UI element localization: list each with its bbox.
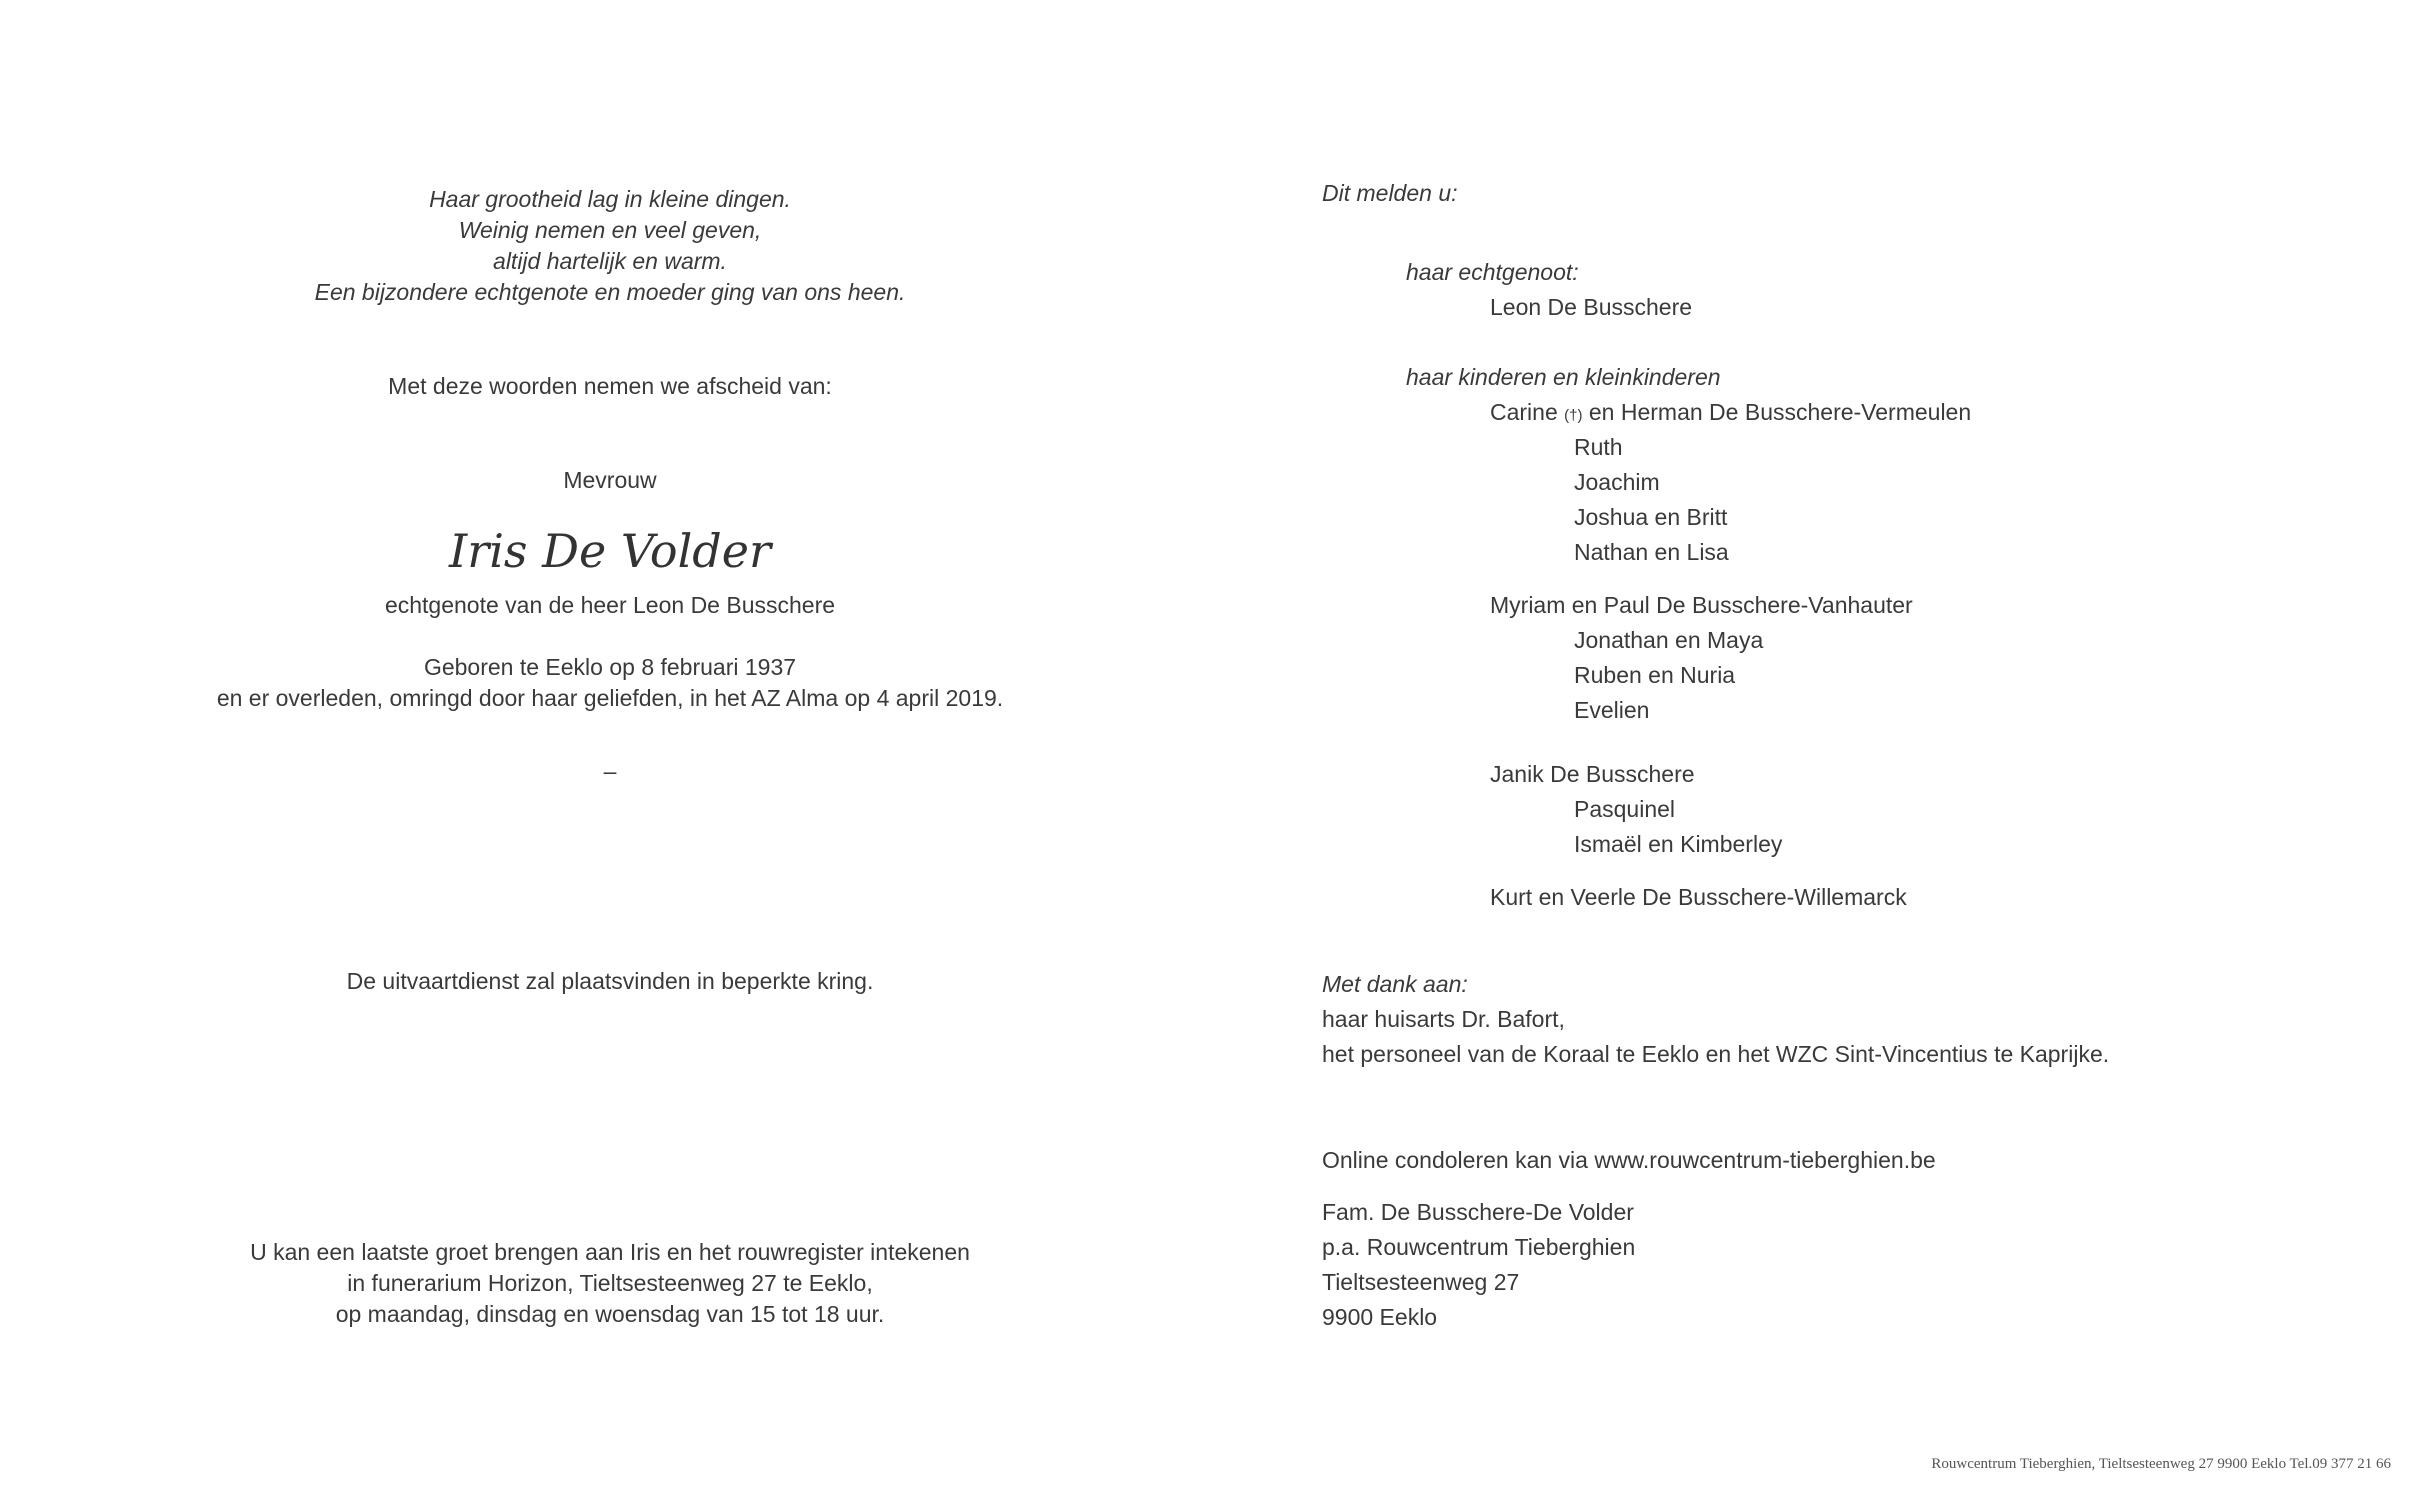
farewell-intro: Met deze woorden nemen we afscheid van: xyxy=(388,373,832,399)
address-line: Tieltsesteenweg 27 xyxy=(1322,1269,1520,1295)
spouse-name: Leon De Busschere xyxy=(1490,294,1693,320)
grandchild: Nathan en Lisa xyxy=(1574,539,1729,565)
spouse-line: echtgenote van de heer Leon De Busschere xyxy=(384,592,836,618)
child-name: Carine xyxy=(1490,399,1558,425)
grandchild: Joachim xyxy=(1574,469,1660,495)
grandchild: Joshua en Britt xyxy=(1574,504,1728,530)
address-line: 9900 Eeklo xyxy=(1322,1304,1438,1330)
poem-line: Weinig nemen en veel geven, xyxy=(458,217,762,243)
child-family: Myriam en Paul De Busschere-Vanhauter xyxy=(1490,592,1913,618)
poem-line: Een bijzondere echtgenote en moeder ging van ons heen. xyxy=(314,279,906,305)
grandchild: Pasquinel xyxy=(1574,796,1676,822)
poem-line: Haar grootheid lag in kleine dingen. xyxy=(429,186,791,212)
grandchild: Evelien xyxy=(1574,697,1650,723)
separator: – xyxy=(603,758,617,784)
birth-line: Geboren te Eeklo op 8 februari 1937 xyxy=(423,654,797,680)
child-partner: en Herman De Busschere-Vermeulen xyxy=(1582,399,1972,425)
thanks-line: haar huisarts Dr. Bafort, xyxy=(1322,1006,1565,1032)
child-family: Kurt en Veerle De Busschere-Willemarck xyxy=(1490,884,1907,910)
grandchild: Jonathan en Maya xyxy=(1574,627,1764,653)
visitation-line: U kan een laatste groet brengen aan Iris en het rouwregister intekenen xyxy=(250,1239,970,1265)
cross-icon: (†) xyxy=(1564,407,1583,424)
grandchild: Ruth xyxy=(1574,434,1623,460)
child-family xyxy=(1490,399,1971,426)
spouse-label: haar echtgenoot: xyxy=(1406,259,1579,285)
grandchild: Ismaël en Kimberley xyxy=(1574,831,1783,857)
grandchild: Ruben en Nuria xyxy=(1574,662,1736,688)
online-condolence: Online condoleren kan via www.rouwcentrum-tieberghien.be xyxy=(1322,1147,1936,1173)
poem-line: altijd hartelijk en warm. xyxy=(493,248,727,274)
death-line: en er overleden, omringd door haar geliefden, in het AZ Alma op 4 april 2019. xyxy=(216,685,1004,711)
thanks-line: het personeel van de Koraal te Eeklo en het WZC Sint-Vincentius te Kaprijke. xyxy=(1322,1041,2110,1067)
deceased-name: Iris De Volder xyxy=(449,524,771,578)
visitation-line: op maandag, dinsdag en woensdag van 15 tot 18 uur. xyxy=(335,1301,885,1327)
footer-imprint: Rouwcentrum Tieberghien, Tieltsesteenweg 27 9900 Eeklo Tel.09 377 21 66 xyxy=(1931,1456,2391,1472)
service-line: De uitvaartdienst zal plaatsvinden in beperkte kring. xyxy=(346,968,874,994)
thanks-label: Met dank aan: xyxy=(1322,971,1468,997)
announce-label: Dit melden u: xyxy=(1322,180,1458,206)
address-line: Fam. De Busschere-De Volder xyxy=(1322,1199,1634,1225)
visitation-line: in funerarium Horizon, Tieltsesteenweg 27 te Eeklo, xyxy=(347,1270,873,1296)
address-line: p.a. Rouwcentrum Tieberghien xyxy=(1322,1234,1636,1260)
child-family: Janik De Busschere xyxy=(1490,761,1695,787)
children-label: haar kinderen en kleinkinderen xyxy=(1406,364,1721,390)
salutation: Mevrouw xyxy=(563,467,657,493)
